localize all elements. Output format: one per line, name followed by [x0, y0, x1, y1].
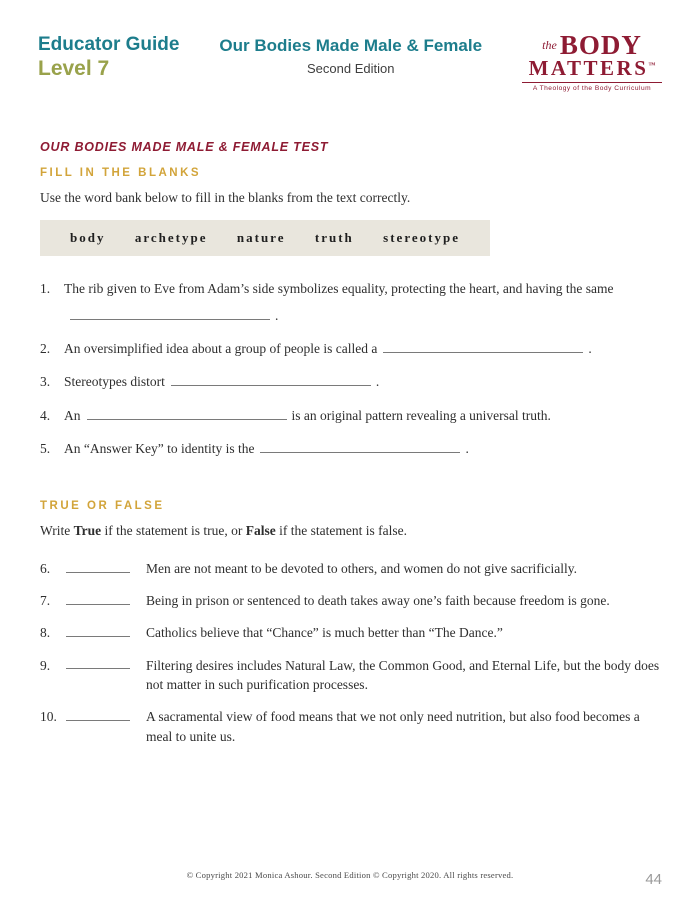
word-bank-word: nature [236, 230, 286, 246]
item-number: 3. [40, 374, 51, 390]
answer-blank [171, 374, 371, 387]
item-number: 4. [40, 407, 51, 423]
item-number: 6. [40, 561, 51, 577]
fill-blank-item [40, 436, 660, 462]
tf-instruction-bold-true: True [73, 523, 102, 539]
true-false-item [40, 656, 660, 695]
item-number: 8. [40, 625, 51, 641]
true-false-list [40, 559, 660, 746]
copyright-notice: © Copyright 2021 Monica Ashour. Second Edition © Copyright 2020. All rights reserved. [186, 870, 514, 880]
item-text [64, 336, 660, 362]
fill-blanks-list [40, 276, 660, 462]
tf-instruction-part: Write [40, 523, 74, 539]
statement-text: Filtering desires includes Natural Law, the Common Good, and Eternal Life, but the body does not matter in such purification processes. [146, 657, 660, 693]
level-label: Level 7 [38, 56, 110, 80]
answer-blank [260, 440, 460, 453]
fill-blank-item [40, 276, 660, 329]
item-text [64, 403, 660, 429]
item-text [64, 436, 660, 462]
word-bank [40, 220, 490, 256]
answer-blank [66, 707, 130, 721]
test-title: OUR BODIES MADE MALE & FEMALE TEST [40, 140, 329, 155]
item-text-pre: An “Answer Key” to identity is the [64, 441, 255, 457]
statement-text: Catholics believe that “Chance” is much better than “The Dance.” [146, 625, 503, 641]
logo-matters-text: MATTERS [528, 55, 649, 80]
true-false-item [40, 559, 660, 579]
statement-text: Being in prison or sentenced to death takes away one’s faith because freedom is gone. [146, 593, 610, 609]
word-bank-word: archetype [134, 230, 208, 246]
document-title: Our Bodies Made Male & Female [219, 36, 483, 55]
guide-title: Educator Guide [38, 34, 180, 55]
item-text-pre: Stereotypes distort [64, 374, 165, 390]
item-text-post: is an original pattern revealing a universal truth. [291, 407, 551, 423]
word-bank-word: body [70, 230, 106, 246]
answer-blank [66, 656, 130, 670]
fill-in-the-blanks-heading: FILL IN THE BLANKS [40, 167, 202, 180]
logo-the: the [542, 37, 557, 52]
item-text [64, 369, 660, 395]
item-number: 5. [40, 441, 51, 457]
true-false-item [40, 591, 660, 611]
header-left [38, 34, 179, 81]
answer-blank [66, 623, 130, 637]
item-text-pre: An [64, 407, 81, 423]
header-center [219, 36, 482, 76]
answer-blank [66, 591, 130, 605]
logo-body-word: BODY [559, 30, 642, 60]
worksheet-body [0, 140, 700, 746]
item-number: 10. [40, 709, 57, 725]
tf-instruction-part: if the statement is false. [275, 523, 408, 539]
tf-instruction-bold-false: False [245, 523, 276, 539]
answer-blank [70, 307, 270, 320]
page-number: 44 [645, 871, 662, 888]
true-false-item [40, 623, 660, 643]
trademark-symbol: ™ [648, 60, 656, 69]
fill-blanks-instruction: Use the word bank below to fill in the blanks from the text correctly. [40, 190, 411, 206]
item-number: 2. [40, 341, 51, 357]
item-number: 7. [40, 593, 51, 609]
answer-blank [87, 407, 287, 420]
body-matters-logo [522, 30, 662, 93]
item-number: 1. [40, 281, 51, 297]
item-text-pre: The rib given to Eve from Adam’s side symbolizes equality, protecting the heart, and having the same [64, 281, 614, 297]
item-text-post: . [588, 341, 592, 357]
page-header [0, 0, 700, 92]
fill-blank-item [40, 336, 660, 362]
word-bank-word: truth [314, 230, 354, 246]
answer-blank [383, 340, 583, 353]
item-text-post: . [465, 441, 469, 457]
statement-text: Men are not meant to be devoted to others, and women do not give sacrificially. [146, 561, 577, 577]
fill-blank-item [40, 403, 660, 429]
item-text [64, 276, 660, 329]
true-false-instruction [40, 523, 660, 539]
item-number: 9. [40, 657, 51, 673]
fill-blank-item [40, 369, 660, 395]
logo-top-row [522, 30, 662, 60]
tf-instruction-part: if the statement is true, or [101, 523, 246, 539]
edition-label: Second Edition [307, 61, 395, 76]
item-text-post: . [375, 374, 380, 390]
item-text-post: . [275, 307, 279, 323]
word-bank-word: stereotype [383, 230, 460, 246]
statement-text: A sacramental view of food means that we not only need nutrition, but also food becomes a meal to unite us. [146, 709, 640, 744]
item-text-pre: An oversimplified idea about a group of people is called a [64, 341, 378, 357]
logo-matters-word [522, 57, 662, 79]
true-or-false-heading: TRUE OR FALSE [40, 500, 165, 513]
logo-tagline: A Theology of the Body Curriculum [522, 82, 662, 93]
true-false-item [40, 707, 660, 746]
answer-blank [66, 559, 130, 573]
